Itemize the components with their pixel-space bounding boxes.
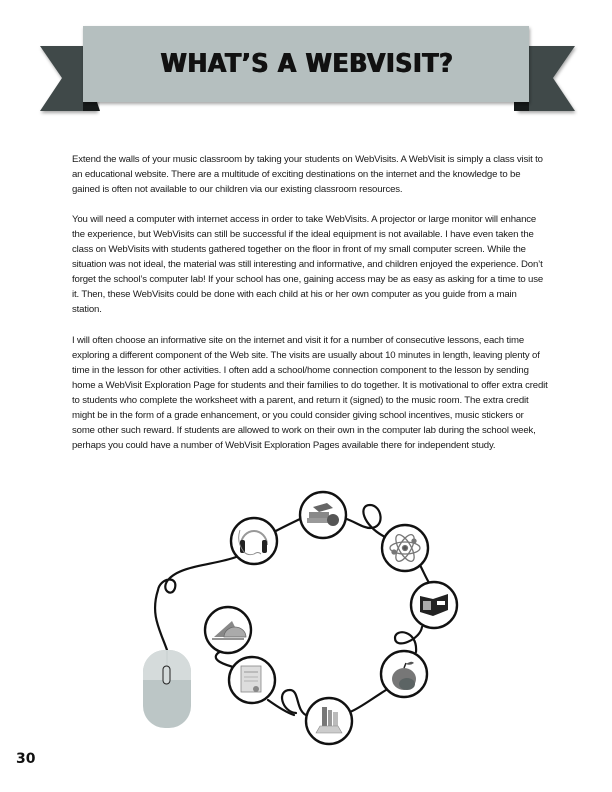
certificate-icon [241, 666, 261, 692]
ribbon-left-fold [83, 102, 100, 111]
webvisit-illustration [0, 470, 612, 760]
headphones-circle [231, 518, 277, 564]
paragraph-equipment: You will need a computer with internet access in order to take WebVisits. A projector or large monitor will enhance the experience, but WebVisits can still be successful if the ideal equipment is not available. I have even taken the class on WebVisits with students gathered together on the floor in front of my small computer screen. While the situation was not ideal, the material was still interesting and informative, and children enjoyed the experience. Don’t forget the school’s computer lab! If your school has one, gaining access may be as easy as asking for a time to use it. Then, these WebVisits could be done with each child at his or her own computer as you guide from a main station. [72, 214, 544, 315]
cord-segment [272, 518, 302, 533]
paragraph-intro: Extend the walls of your music classroom by taking your students on WebVisits. A WebVisit is simply a class visit to an educational website. There are a multitude of exciting destinations on the internet and the knowledge to be gained is often not available to our children via our existing classroom resources. [72, 154, 543, 195]
page-number: 30 [16, 751, 36, 767]
cord-segment [420, 565, 430, 584]
page-title: WHAT’S A WEBVISIT? [160, 48, 454, 79]
paragraph-lessons: I will often choose an informative site on the internet and visit it for a number of consecutive lessons, each time exploring a different component of the Web site. The visits are usually about 10 minutes in length, leaving plenty of time in the lesson for other activities. I often add a school/home connection component to the lesson by sending home a WebVisit Exploration Page for students and their families to do together. It is motivational to offer extra credit to students who complete the worksheet with a parent, and return it (signed) to the music room. The extra credit might be in the form of a grade enhancement, or you could consider giving school incentives, music stickers or some other such reward. If students are allowed to work on their own in the computer lab during the school week, perhaps you could have a number of WebVisit Exploration Pages available there for independent study. [72, 335, 548, 451]
ribbon-right-fold [514, 102, 529, 111]
cord-segment [344, 505, 385, 537]
cord-segment [395, 627, 422, 652]
computer-mouse-icon [143, 650, 191, 728]
cord-segment [350, 690, 386, 712]
cord-segment [268, 700, 294, 715]
